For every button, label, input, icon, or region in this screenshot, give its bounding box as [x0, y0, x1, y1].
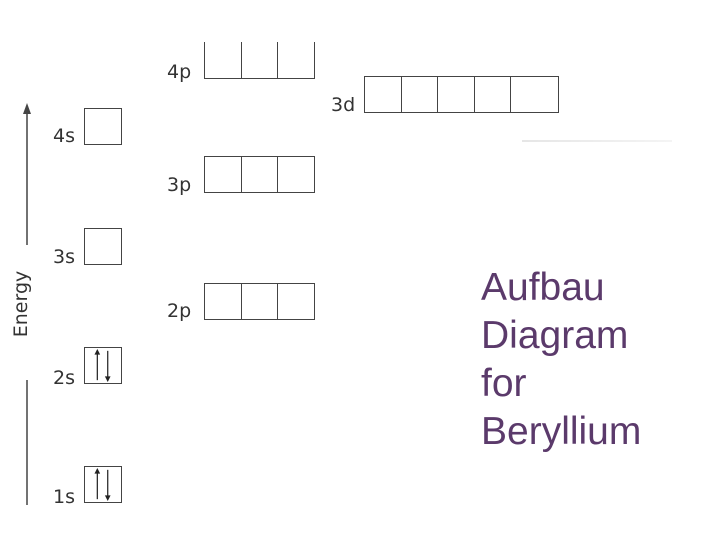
orbital-label-2s: 2s	[53, 367, 75, 389]
orbital-box	[241, 42, 279, 79]
orbital-label-1s: 1s	[53, 486, 75, 508]
orbital-3d	[364, 76, 558, 113]
orbital-box	[277, 283, 315, 320]
orbital-box	[204, 42, 242, 79]
orbital-box	[277, 42, 315, 79]
orbital-box	[241, 156, 279, 193]
electron-pair-arrows	[85, 348, 121, 383]
orbital-box	[401, 76, 439, 113]
orbital-box	[437, 76, 475, 113]
orbital-box	[84, 347, 122, 384]
diagram-title	[481, 264, 641, 456]
orbital-label-3s: 3s	[53, 246, 75, 268]
orbital-box	[510, 76, 559, 113]
orbital-4p	[204, 42, 314, 79]
orbital-label-4s: 4s	[53, 125, 75, 147]
orbital-box	[204, 156, 242, 193]
orbital-label-3d: 3d	[331, 94, 356, 116]
orbital-box	[84, 466, 122, 503]
orbital-1s	[84, 466, 121, 503]
orbital-box	[474, 76, 512, 113]
title-line: Diagram	[481, 314, 629, 357]
title-line: Beryllium	[481, 410, 642, 453]
orbital-2p	[204, 283, 314, 320]
divider-line	[522, 140, 672, 142]
orbital-box	[364, 76, 402, 113]
orbital-label-4p: 4p	[167, 61, 192, 83]
orbital-label-3p: 3p	[167, 174, 192, 196]
orbital-box	[204, 283, 242, 320]
energy-axis-label: Energy	[10, 270, 32, 338]
title-line: for	[481, 362, 527, 405]
orbital-4s	[84, 108, 121, 145]
energy-axis-arrowhead	[23, 103, 31, 114]
orbital-3p	[204, 156, 314, 193]
orbital-3s	[84, 228, 121, 265]
orbital-box	[241, 283, 279, 320]
orbital-2s	[84, 347, 121, 384]
orbital-box	[277, 156, 315, 193]
electron-pair-arrows	[85, 467, 121, 502]
title-line: Aufbau	[481, 266, 605, 309]
orbital-box	[84, 108, 122, 145]
orbital-label-2p: 2p	[167, 300, 192, 322]
orbital-box	[84, 228, 122, 265]
